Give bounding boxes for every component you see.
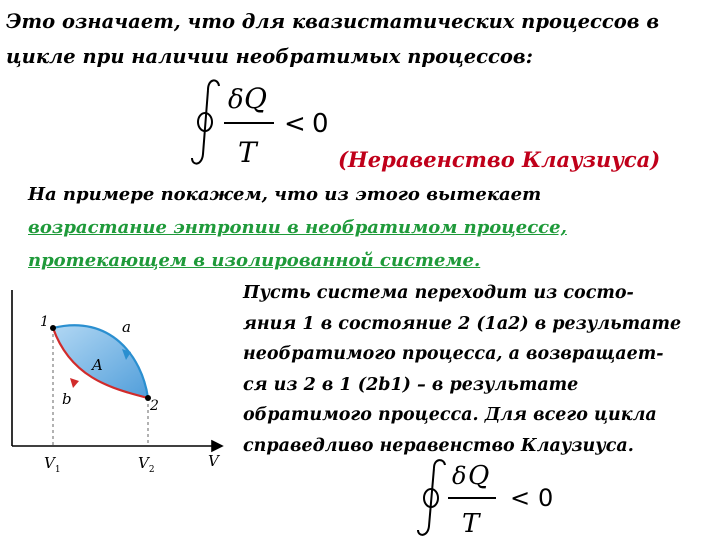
point-2-label: 2: [150, 398, 159, 414]
contour-integral-sign: [192, 80, 219, 163]
example-line-1: На примере покажем, что из этого вытекает: [28, 184, 542, 205]
pv-cycle-diagram: [0, 286, 236, 480]
contour-integral-sign: [418, 460, 445, 535]
example-paragraph: [28, 178, 678, 277]
formula-delta: δ: [452, 462, 467, 490]
clausius-integral-formula: [188, 76, 348, 172]
formula-denominator: T: [462, 509, 480, 539]
point-1-label: 1: [40, 314, 49, 330]
path-b-arrow: [70, 378, 79, 388]
formula-delta: δ: [228, 85, 244, 115]
formula-denominator: T: [238, 136, 257, 169]
example-line-2: возрастание энтропии в необратимом процессе,: [28, 217, 567, 238]
formula-value: 0: [538, 484, 554, 512]
v1-label: $V_1$: [44, 454, 61, 475]
axis-x-label: V: [208, 452, 219, 470]
formula-value: 0: [312, 109, 329, 139]
description-paragraph: [243, 278, 718, 461]
clausius-inequality-label: (Неравенство Клаузиуса): [338, 147, 661, 172]
description-line: справедливо неравенство Клаузиуса.: [243, 435, 634, 456]
description-line: необратимого процесса, а возвращает-: [243, 344, 664, 364]
description-line: Пусть система переходит из состо-: [243, 283, 634, 303]
intro-line-1: Это означает, что для квазистатических процессов в: [6, 10, 660, 33]
path-a-label: a: [122, 318, 131, 336]
intro-paragraph: [6, 4, 706, 74]
area-label: A: [92, 356, 103, 374]
description-line: обратимого процесса. Для всего цикла: [243, 405, 657, 425]
v2-label: $V_2$: [138, 454, 155, 475]
description-line: яния 1 в состояние 2 (1а2) в результате: [243, 313, 682, 334]
clausius-integral-formula-bottom: [414, 458, 574, 540]
description-line: ся из 2 в 1 (2b1) – в результате: [243, 374, 579, 395]
formula-numerator: Q: [468, 461, 490, 491]
example-line-3: протекающем в изолированной системе.: [28, 250, 481, 271]
formula-numerator: Q: [244, 82, 267, 115]
point-1-marker: [50, 325, 56, 331]
formula-relation: <: [510, 484, 531, 512]
path-b-label: b: [62, 390, 72, 408]
formula-relation: <: [284, 109, 306, 139]
intro-line-2: цикле при наличии необратимых процессов:: [6, 45, 533, 68]
